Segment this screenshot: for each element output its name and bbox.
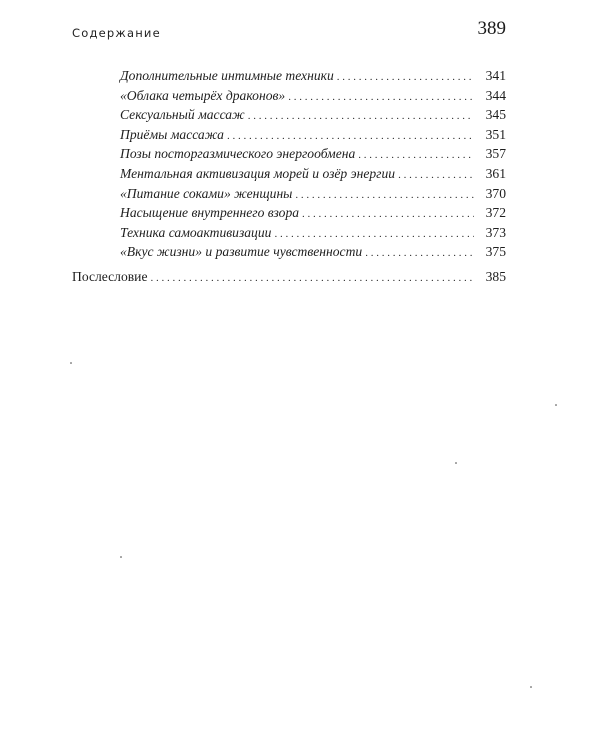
toc-entry-page: 370 (485, 185, 506, 201)
toc-entry[interactable] (0, 66, 506, 86)
toc-entry-page: 385 (485, 268, 506, 284)
toc-entry-page: 345 (485, 107, 506, 123)
toc-entry[interactable] (0, 203, 506, 223)
toc-entry[interactable] (0, 242, 506, 262)
toc-entry-title: Приёмы массажа (120, 126, 224, 142)
scan-speck (555, 404, 557, 406)
scan-speck (455, 462, 457, 464)
toc-entry-page: 351 (485, 126, 506, 142)
table-of-contents (0, 66, 600, 287)
toc-entry[interactable] (0, 125, 506, 145)
toc-entry-title: Позы посторгазмического энергообмена (120, 146, 356, 162)
scan-speck (120, 556, 122, 558)
toc-entry[interactable] (0, 144, 506, 164)
toc-entry-afterword[interactable] (0, 267, 506, 287)
scan-speck (530, 686, 532, 688)
toc-entry-page: 341 (485, 68, 506, 83)
toc-entry-title: Послесловие (72, 268, 148, 284)
toc-entry-title: «Питание соками» женщины (120, 185, 293, 201)
running-head: Содержание (72, 26, 161, 40)
toc-entry-title: Насыщение внутреннего взора (120, 205, 300, 221)
toc-entry-page: 375 (485, 244, 506, 260)
toc-entry-page: 361 (485, 165, 506, 181)
toc-entry-title: Дополнительные интимные техники (120, 68, 334, 83)
toc-entry-title: Техника самоактивизации (120, 224, 272, 240)
dot-leader (365, 244, 474, 264)
toc-entry[interactable] (0, 164, 506, 184)
toc-entry[interactable] (0, 184, 506, 204)
toc-entry-title: «Вкус жизни» и развитие чувственности (120, 244, 363, 260)
toc-entry[interactable] (0, 105, 506, 125)
toc-entry[interactable] (0, 86, 506, 106)
toc-entry[interactable] (0, 223, 506, 243)
dot-leader (150, 269, 474, 289)
toc-entry-title: «Облака четырёх драконов» (120, 87, 286, 103)
toc-entry-page: 372 (485, 205, 506, 221)
toc-entry-page: 344 (485, 87, 506, 103)
toc-entry-page: 373 (485, 224, 506, 240)
scan-speck (70, 362, 72, 364)
toc-entry-page: 357 (485, 146, 506, 162)
toc-entry-title: Ментальная активизация морей и озёр энергии (120, 165, 396, 181)
page-number: 389 (477, 18, 506, 39)
toc-entry-title: Сексуальный массаж (120, 107, 245, 123)
